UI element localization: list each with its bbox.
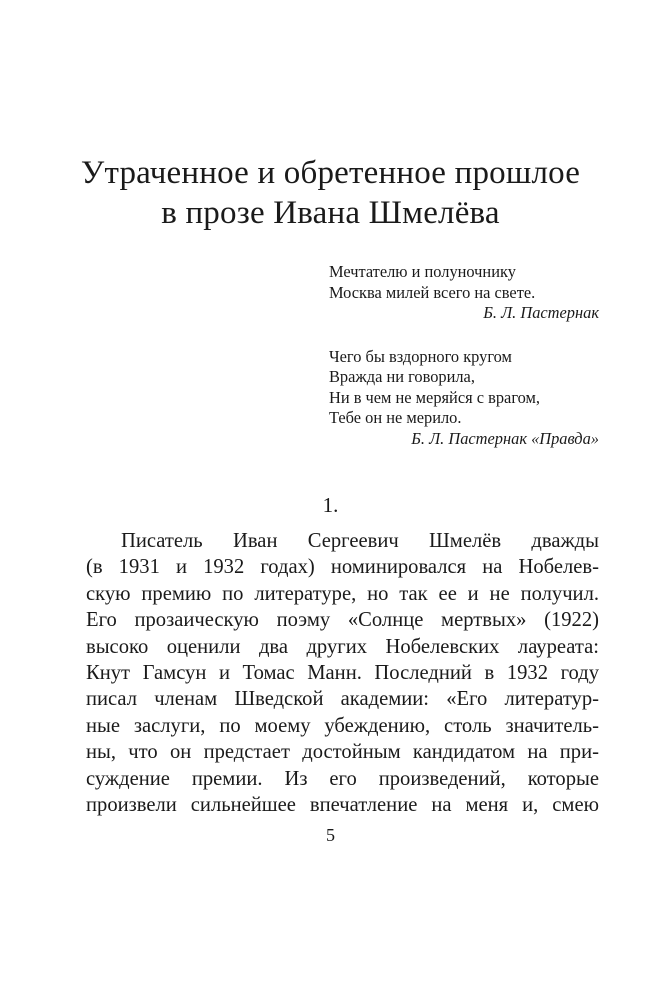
epigraph-line: Вражда ни говорила, [329,367,475,386]
body-line: произвели сильнейшее впечатление на меня и, смею [86,794,599,817]
epigraph-line: Чего бы вздорного кругом [329,346,512,366]
epigraph-1 [329,262,599,324]
body-line: скую премию по литературе, но так ее и не получил. [86,582,599,605]
body-line: Писатель Иван Сергеевич Шмелёв дважды [121,530,599,552]
body-line: ны, что он предстает достойным кандидатом на при- [86,741,599,764]
body-paragraph [86,528,599,818]
epigraph-author: Б. Л. Пастернак [483,303,599,322]
body-line: высоко оценили два других Нобелевских лауреата: [86,635,599,658]
body-line: ные заслуги, по моему убеждению, столь значитель- [86,714,599,737]
section-number: 1. [322,493,339,517]
epigraph-spacer [329,324,599,347]
epigraph-author: Б. Л. Пастернак «Правда» [411,428,599,448]
body-line: писал членам Шведской академии: «Его литератур- [86,688,599,711]
epigraph-line: Тебе он не мерило. [329,408,462,427]
body-line: Кнут Гамсун и Томас Манн. Последний в 1932 году [86,662,599,685]
epigraph-line: Ни в чем не меряйся с врагом, [329,387,540,407]
page-number: 5 [326,825,335,845]
epigraph-block [329,262,599,449]
chapter-title [0,153,661,233]
epigraph-line: Москва милей всего на свете. [329,282,536,302]
epigraph-2 [329,347,599,450]
body-line: Его прозаическую поэму «Солнце мертвых» (1922) [86,609,599,632]
body-line: (в 1931 и 1932 годах) номинировался на Нобелев- [86,556,599,579]
chapter-title-line-2: в прозе Ивана Шмелёва [161,195,500,231]
epigraph-line: Мечтателю и полуночнику [329,262,516,281]
body-line: суждение премии. Из его произведений, которые [86,767,599,790]
chapter-title-line-1: Утраченное и обретенное прошлое [80,155,581,191]
